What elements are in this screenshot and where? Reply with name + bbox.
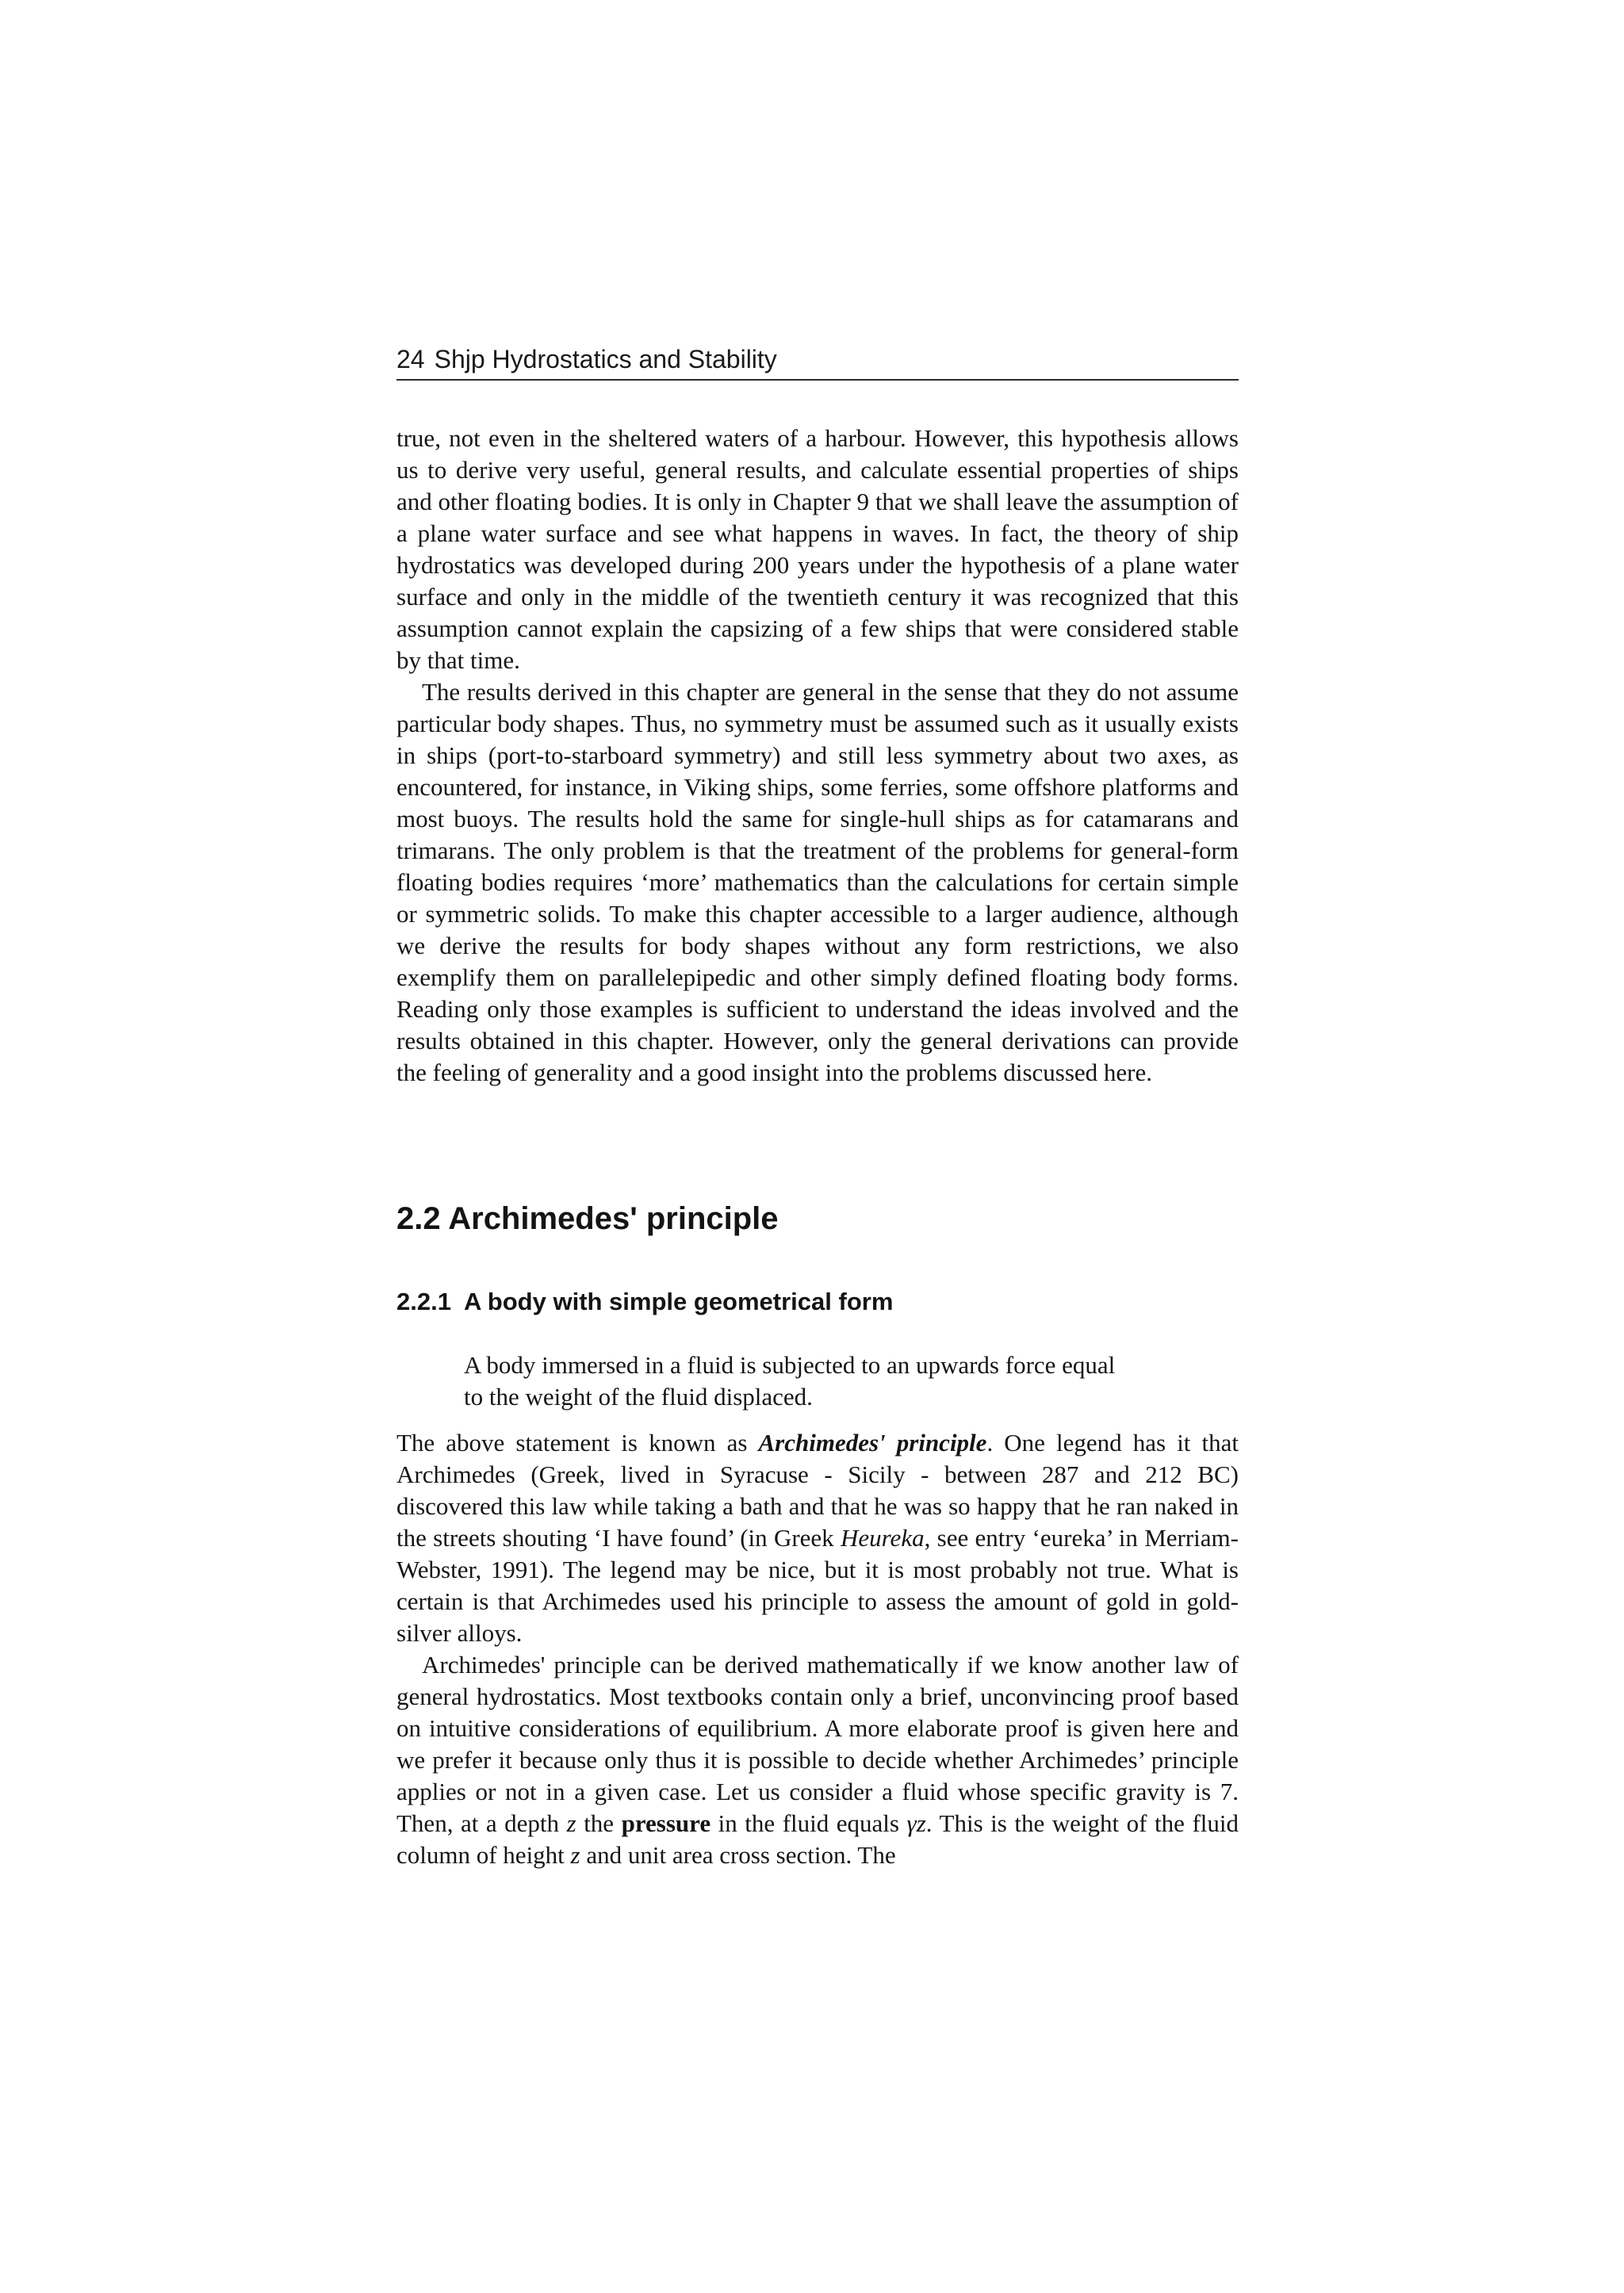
para3-text-b: . One legend has it that Archimedes (Greek, lived in Syracuse - Sicily - between 287 and 212 BC) discovered this law while taking a bath and that he was so happy that he ran naked in the streets shouting ‘I have found’ (in Greek bbox=[396, 1429, 1239, 1552]
paragraph-1: true, not even in the sheltered waters of a harbour. However, this hypothesis allows us to derive very useful, general results, and calculate essential properties of ships and other floating bodies. It is only in Chapter 9 that we shall leave the assumption of a plane water surface and see what happens in waves. In fact, the theory of ship hydrostatics was developed during 200 years under the hypothesis of a plane water surface and only in the middle of the twentieth century it was recognized that this assumption cannot explain the capsizing of a few ships that were considered stable by that time. bbox=[396, 424, 1239, 674]
subsection-number: 2.2.1 bbox=[396, 1288, 451, 1315]
height-variable: z bbox=[570, 1841, 580, 1869]
paragraph-3 bbox=[396, 1427, 1239, 1649]
para3-text-c: , see entry ‘eureka’ in Merriam-Webster, 1991). The legend may be nice, but it is most probably not true. What is certain is that Archimedes used his principle to assess the amount of gold in gold-silver alloys. bbox=[396, 1524, 1239, 1647]
intro-text bbox=[396, 423, 1239, 1089]
depth-variable: z bbox=[566, 1809, 576, 1837]
section-heading: 2.2 Archimedes' principle bbox=[396, 1201, 779, 1236]
archimedes-principle-term: Archimedes' principle bbox=[758, 1429, 987, 1457]
pressure-term: pressure bbox=[621, 1809, 711, 1837]
para4-text-d: . This is the weight of the fluid column of height bbox=[396, 1809, 1239, 1869]
header-rule bbox=[396, 379, 1239, 381]
page-number: 24 bbox=[396, 345, 425, 373]
paragraph-4 bbox=[396, 1649, 1239, 1871]
para3-text-a: The above statement is known as bbox=[396, 1429, 759, 1457]
paragraph-2: The results derived in this chapter are general in the sense that they do not assume particular body shapes. Thus, no symmetry must be assumed such as it usually exists in ships (port-to-starboard symmetry) and still less symmetry about two axes, as encountered, for instance, in Viking ships, some ferries, some offshore platforms and most buoys. The results hold the same for single-hull ships as for catamarans and trimarans. The only problem is that the treatment of the problems for general-form floating bodies requires ‘more’ mathematics than the calculations for certain simple or symmetric solids. To make this chapter accessible to a larger audience, although we derive the results for body shapes without any form restrictions, we also exemplify them on parallelepipedic and other simply defined floating body forms. Reading only those examples is sufficient to understand the ideas involved and the results obtained in this chapter. However, only the general derivations can provide the feeling of generality and a good insight into the problems discussed here. bbox=[396, 678, 1239, 1086]
statement-line-2: to the weight of the fluid displaced. bbox=[464, 1383, 813, 1411]
archimedes-text bbox=[396, 1427, 1239, 1871]
para4-text-a: Archimedes' principle can be derived mathematically if we know another law of general hydrostatics. Most textbooks contain only a brief, unconvincing proof based on intuitive considerations of equilibrium. A more elaborate proof is given here and we prefer it because only thus it is possible to decide whether Archimedes’ principle applies or not in a given case. Let us consider a fluid whose specific gravity is 7. Then, at a depth bbox=[396, 1651, 1239, 1837]
para4-text-c: in the fluid equals bbox=[710, 1809, 907, 1837]
subsection-title: A body with simple geometrical form bbox=[463, 1288, 894, 1315]
para4-text-b: the bbox=[576, 1809, 622, 1837]
running-header bbox=[396, 341, 1239, 382]
subsection-heading bbox=[396, 1284, 893, 1319]
heureka-term: Heureka bbox=[841, 1524, 925, 1552]
pressure-formula: γz bbox=[906, 1809, 926, 1837]
running-title: Shjp Hydrostatics and Stability bbox=[434, 345, 777, 373]
statement-line-1: A body immersed in a fluid is subjected to an upwards force equal bbox=[464, 1351, 1116, 1379]
para4-text-e: and unit area cross section. The bbox=[580, 1841, 896, 1869]
principle-statement bbox=[464, 1349, 1178, 1413]
